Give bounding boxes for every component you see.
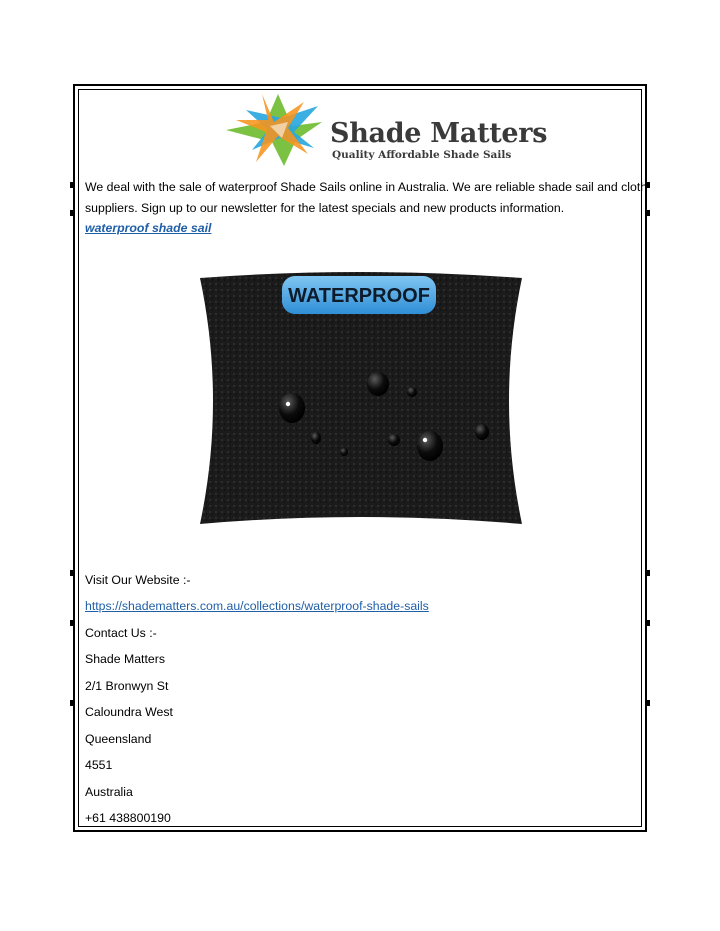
logo-tagline: Quality Affordable Shade Sails	[332, 149, 512, 161]
frame-tick	[647, 700, 650, 706]
contact-street: 2/1 Bronwyn St	[85, 679, 169, 693]
waterproof-badge-text: WATERPROOF	[288, 285, 430, 307]
contact-phone[interactable]: +61 438800190	[85, 811, 171, 825]
website-link[interactable]: https://shadematters.com.au/collections/waterproof-shade-sails	[85, 599, 429, 613]
intro-paragraph	[85, 177, 647, 219]
contact-postcode: 4551	[85, 758, 113, 772]
frame-tick	[70, 620, 73, 626]
logo	[222, 92, 548, 168]
frame-tick	[70, 182, 73, 188]
contact-company: Shade Matters	[85, 652, 165, 666]
frame-tick	[70, 700, 73, 706]
logo-name: Shade Matters	[330, 118, 548, 149]
contact-label: Contact Us :-	[85, 626, 157, 640]
keyword-link[interactable]: waterproof shade sail	[85, 221, 212, 235]
frame-tick	[70, 570, 73, 576]
contact-suburb: Caloundra West	[85, 705, 173, 719]
contact-state: Queensland	[85, 732, 152, 746]
frame-tick	[70, 210, 73, 216]
frame-tick	[647, 210, 650, 216]
frame-tick	[647, 182, 650, 188]
intro-line: suppliers. Sign up to our newsletter for the latest specials and new products information.	[85, 201, 565, 215]
intro-line: We deal with the sale of waterproof Shade Sails online in Australia. We are reliable shade sail and cloth	[85, 180, 648, 194]
frame-tick	[647, 570, 650, 576]
frame-tick	[647, 620, 650, 626]
website-label: Visit Our Website :-	[85, 573, 191, 587]
product-image	[196, 270, 526, 532]
contact-country: Australia	[85, 785, 133, 799]
logo-star-icon	[222, 92, 332, 168]
